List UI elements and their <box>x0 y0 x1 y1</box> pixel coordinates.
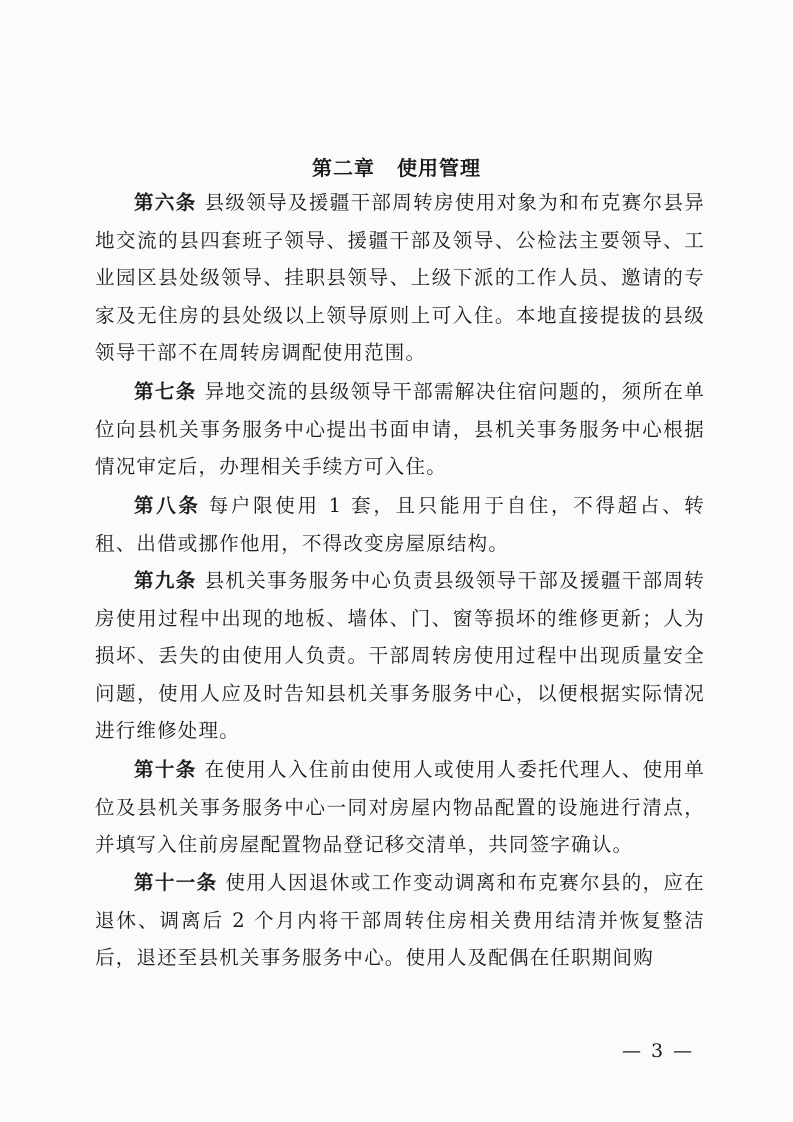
article-label: 第十条 <box>134 758 197 781</box>
article-10 <box>95 751 705 864</box>
article-label: 第八条 <box>134 494 201 517</box>
article-6 <box>95 184 705 372</box>
chapter-number: 第二章 <box>312 156 375 180</box>
article-text: 使用人因退休或工作变动调离和布克赛尔县的，应在退休、调离后 2 个月内将干部周转住房相关费用结清并恢复整洁后，退还至县机关事务服务中心。使用人及配偶在任职期间购 <box>95 871 705 969</box>
page-number: — 3 — <box>622 1040 695 1062</box>
article-label: 第七条 <box>134 380 197 403</box>
article-11 <box>95 864 705 977</box>
chapter-heading <box>0 152 793 181</box>
article-9 <box>95 562 705 750</box>
article-text: 在使用人入住前由使用人或使用人委托代理人、使用单位及县机关事务服务中心一同对房屋内物品配置的设施进行清点，并填写入住前房屋配置物品登记移交清单，共同签字确认。 <box>95 758 705 856</box>
chapter-title-text: 使用管理 <box>397 156 481 180</box>
article-8 <box>95 487 705 562</box>
article-label: 第六条 <box>134 191 197 214</box>
article-label: 第九条 <box>134 569 197 592</box>
article-text: 异地交流的县级领导干部需解决住宿问题的，须所在单位向县机关事务服务中心提出书面申请，县机关事务服务中心根据情况审定后，办理相关手续方可入住。 <box>95 380 705 478</box>
article-label: 第十一条 <box>134 871 218 894</box>
article-7 <box>95 373 705 486</box>
article-text: 县机关事务服务中心负责县级领导干部及援疆干部周转房使用过程中出现的地板、墙体、门、窗等损坏的维修更新；人为损坏、丢失的由使用人负责。干部周转房使用过程中出现质量安全问题，使用人应及时告知县机关事务服务中心，以便根据实际情况进行维修处理。 <box>95 569 705 742</box>
article-text: 每户限使用 1 套，且只能用于自住，不得超占、转租、出借或挪作他用，不得改变房屋原结构。 <box>95 494 705 555</box>
article-text: 县级领导及援疆干部周转房使用对象为和布克赛尔县异地交流的县四套班子领导、援疆干部及领导、公检法主要领导、工业园区县处级领导、挂职县领导、上级下派的工作人员、邀请的专家及无住房的县处级以上领导原则上可入住。本地直接提拔的县级领导干部不在周转房调配使用范围。 <box>95 191 705 364</box>
